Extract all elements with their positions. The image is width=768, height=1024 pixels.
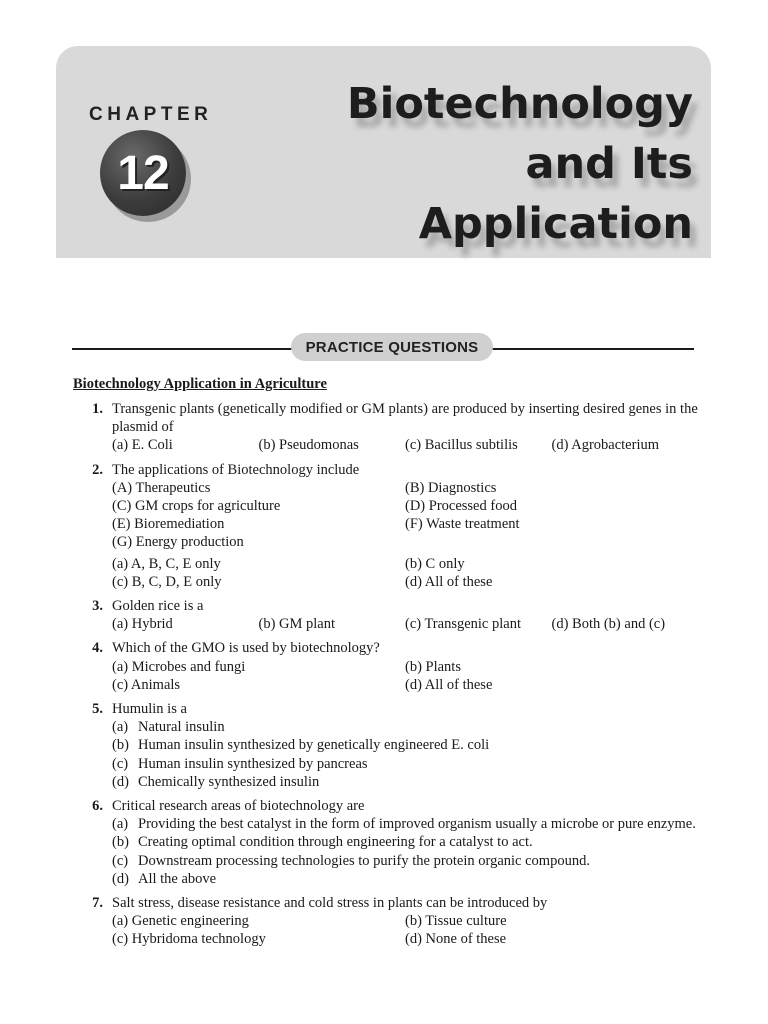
option: (d) None of these — [405, 931, 507, 948]
list-item: (A) Therapeutics — [112, 479, 211, 496]
question — [73, 797, 698, 888]
option: (a) E. Coli — [112, 437, 173, 454]
option-text: Human insulin synthesized by genetically engineered E. coli — [138, 737, 490, 754]
list-item: (B) Diagnostics — [405, 479, 497, 496]
list-item: (E) Bioremediation — [112, 516, 225, 533]
list-item: (G) Energy production — [112, 534, 244, 551]
question-number: 1. — [92, 401, 103, 417]
option: (c) B, C, D, E only — [112, 573, 222, 590]
list-item: (F) Waste treatment — [405, 516, 520, 533]
question-text: Golden rice is a — [112, 598, 204, 615]
option-label: (b) — [112, 737, 129, 754]
question-list — [73, 400, 698, 955]
question-number: 2. — [92, 461, 103, 478]
section-divider — [72, 333, 694, 363]
option: (d) Agrobacterium — [551, 437, 660, 454]
question-text: Salt stress, disease resistance and cold stress in plants can be introduced by — [112, 895, 548, 912]
option-label: (c) — [112, 852, 129, 869]
chapter-title-line: Biotechnology — [346, 79, 693, 129]
option-label: (d) — [112, 870, 129, 887]
option — [112, 755, 698, 773]
option-label: (a) — [112, 719, 129, 736]
question — [73, 400, 698, 455]
question — [73, 597, 698, 633]
option — [112, 852, 698, 870]
option-text: Chemically synthesized insulin — [138, 773, 320, 790]
option-text: Natural insulin — [138, 719, 225, 736]
option — [112, 870, 698, 888]
option: (d) All of these — [405, 573, 493, 590]
option-row — [112, 436, 698, 454]
option-row — [112, 676, 698, 694]
question-number: 5. — [92, 701, 103, 718]
question-text: Which of the GMO is used by biotechnology? — [112, 640, 380, 657]
chapter-label: CHAPTER — [89, 104, 213, 125]
option: (d) All of these — [405, 676, 493, 693]
option-row — [112, 555, 698, 573]
option-row — [112, 615, 698, 633]
question-number: 7. — [92, 895, 103, 912]
question-number: 4. — [92, 640, 103, 657]
question-text: Critical research areas of biotechnology are — [112, 798, 365, 815]
item-row — [112, 497, 698, 515]
option: (b) C only — [405, 555, 465, 572]
option — [112, 815, 698, 833]
chapter-number-badge — [100, 130, 186, 216]
question-text: The applications of Biotechnology include — [112, 461, 360, 478]
chapter-title-line: and Its — [525, 139, 693, 189]
item-row — [112, 479, 698, 497]
option: (c) Animals — [112, 676, 181, 693]
chapter-number: 12 — [117, 146, 169, 200]
section-title: PRACTICE QUESTIONS — [291, 333, 493, 361]
option: (a) Hybrid — [112, 616, 173, 633]
option-row — [112, 573, 698, 591]
question — [73, 700, 698, 791]
option: (b) Pseudomonas — [258, 437, 359, 454]
option: (a) Microbes and fungi — [112, 658, 246, 675]
option-row — [112, 930, 698, 948]
section-subheading: Biotechnology Application in Agriculture — [73, 376, 327, 392]
option — [112, 773, 698, 791]
option: (a) Genetic engineering — [112, 913, 249, 930]
question — [73, 894, 698, 949]
chapter-title-line: Application — [418, 199, 693, 249]
question — [73, 461, 698, 591]
question-text: Humulin is a — [112, 701, 187, 718]
option — [112, 736, 698, 754]
option: (d) Both (b) and (c) — [551, 616, 666, 633]
list-item: (D) Processed food — [405, 498, 517, 515]
option: (b) GM plant — [258, 616, 336, 633]
option-label: (d) — [112, 773, 129, 790]
option: (b) Tissue culture — [405, 913, 507, 930]
option — [112, 718, 698, 736]
option-label: (c) — [112, 755, 129, 772]
question-text: Transgenic plants (genetically modified or GM plants) are produced by inserting desired genes in the plasmid of — [112, 401, 698, 436]
option-label: (b) — [112, 834, 129, 851]
option — [112, 833, 698, 851]
option-text: All the above — [138, 870, 217, 887]
item-row — [112, 533, 698, 551]
option-row — [112, 658, 698, 676]
list-item: (C) GM crops for agriculture — [112, 498, 281, 515]
option: (c) Transgenic plant — [405, 616, 521, 633]
question-number: 6. — [92, 798, 103, 815]
option-text: Downstream processing technologies to purify the protein organic compound. — [138, 852, 590, 869]
option-text: Creating optimal condition through engineering for a catalyst to act. — [138, 834, 533, 851]
option: (c) Hybridoma technology — [112, 931, 266, 948]
question — [73, 639, 698, 694]
question-number: 3. — [92, 598, 103, 615]
option-label: (a) — [112, 816, 129, 833]
option-row — [112, 912, 698, 930]
option: (c) Bacillus subtilis — [405, 437, 518, 454]
option-text: Providing the best catalyst in the form of improved organism usually a microbe or pure enzyme. — [138, 816, 696, 833]
option: (b) Plants — [405, 658, 461, 675]
option: (a) A, B, C, E only — [112, 555, 221, 572]
option-text: Human insulin synthesized by pancreas — [138, 755, 368, 772]
item-row — [112, 515, 698, 533]
chapter-title — [347, 74, 693, 254]
